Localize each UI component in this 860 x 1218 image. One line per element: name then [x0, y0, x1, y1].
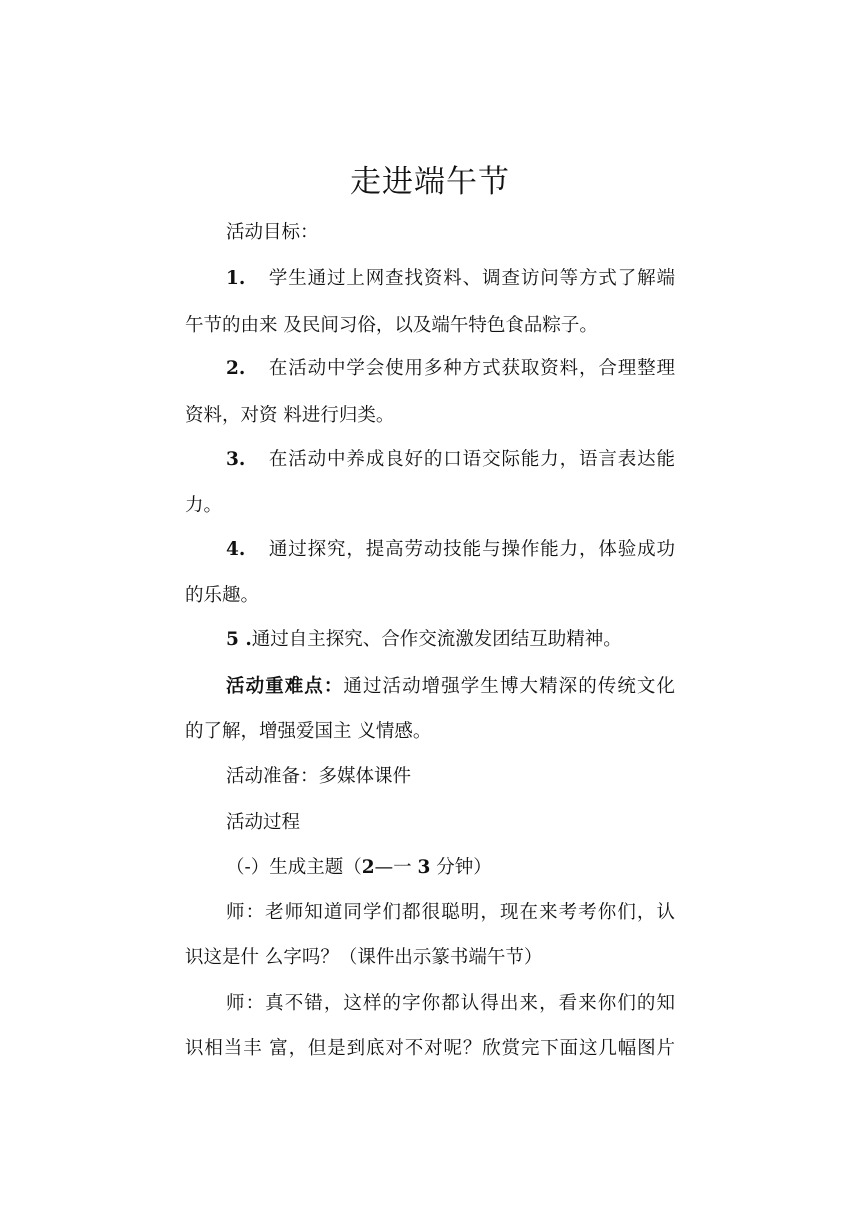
section-1-prefix: （-）生成主题（ [226, 857, 362, 878]
teacher-1-line-2: 识这是什 么字吗？（课件出示篆书端午节） [185, 947, 543, 968]
teacher-2-line-2: 识相当丰 富，但是到底对不对呢？欣赏完下面这几幅图片 [185, 1038, 675, 1059]
key-points-text-1: 通过活动增强学生博大精深的传统文化 [343, 676, 675, 697]
goal-3-line-2: 力。 [185, 495, 223, 516]
section-1-min: 2 [361, 857, 375, 878]
key-points-line-2: 的了解，增强爱国主 义情感。 [185, 721, 432, 742]
section-1-max: 3 [417, 857, 431, 878]
goal-1-line-2: 午节的由来 及民间习俗，以及端午特色食品粽子。 [185, 315, 598, 336]
goal-3-number: 3. [226, 449, 246, 470]
teacher-1-line-1: 师：老师知道同学们都很聪明，现在来考考你们，认 [226, 902, 675, 923]
section-1-heading [226, 854, 492, 882]
goal-2-line-1 [226, 355, 675, 383]
preparation-line: 活动准备：多媒体课件 [226, 766, 412, 787]
goal-3-line-1 [226, 446, 675, 474]
goal-4-line-1 [226, 536, 675, 564]
goal-1-text-1: 学生通过上网查找资料、调查访问等方式了解端 [268, 268, 675, 289]
goal-3-text-1: 在活动中养成良好的口语交际能力，语言表达能 [268, 449, 675, 470]
goal-4-text-1: 通过探究，提高劳动技能与操作能力，体验成功 [268, 539, 675, 560]
key-points-label: 活动重难点： [226, 676, 344, 697]
goal-4-line-2: 的乐趣。 [185, 585, 260, 606]
goal-1-line-1 [226, 265, 675, 293]
key-points-line-1 [226, 673, 675, 701]
process-heading: 活动过程 [226, 812, 301, 833]
goal-5-line [226, 626, 622, 654]
goal-1-number: 1. [226, 268, 246, 289]
document-title: 走进端午节 [350, 164, 510, 200]
goal-5-number: 5 . [226, 629, 252, 650]
goal-2-number: 2. [226, 358, 246, 379]
goals-heading: 活动目标： [226, 222, 319, 243]
goal-4-number: 4. [226, 539, 246, 560]
teacher-2-line-1: 师：真不错，这样的字你都认得出来，看来你们的知 [226, 993, 675, 1014]
section-1-dash: —一 [374, 857, 418, 878]
goal-5-text: 通过自主探究、合作交流激发团结互助精神。 [251, 629, 622, 650]
section-1-suffix: 分钟） [430, 857, 492, 878]
goal-2-line-2: 资料，对资 料进行归类。 [185, 405, 395, 426]
goal-2-text-1: 在活动中学会使用多种方式获取资料，合理整理 [268, 358, 675, 379]
